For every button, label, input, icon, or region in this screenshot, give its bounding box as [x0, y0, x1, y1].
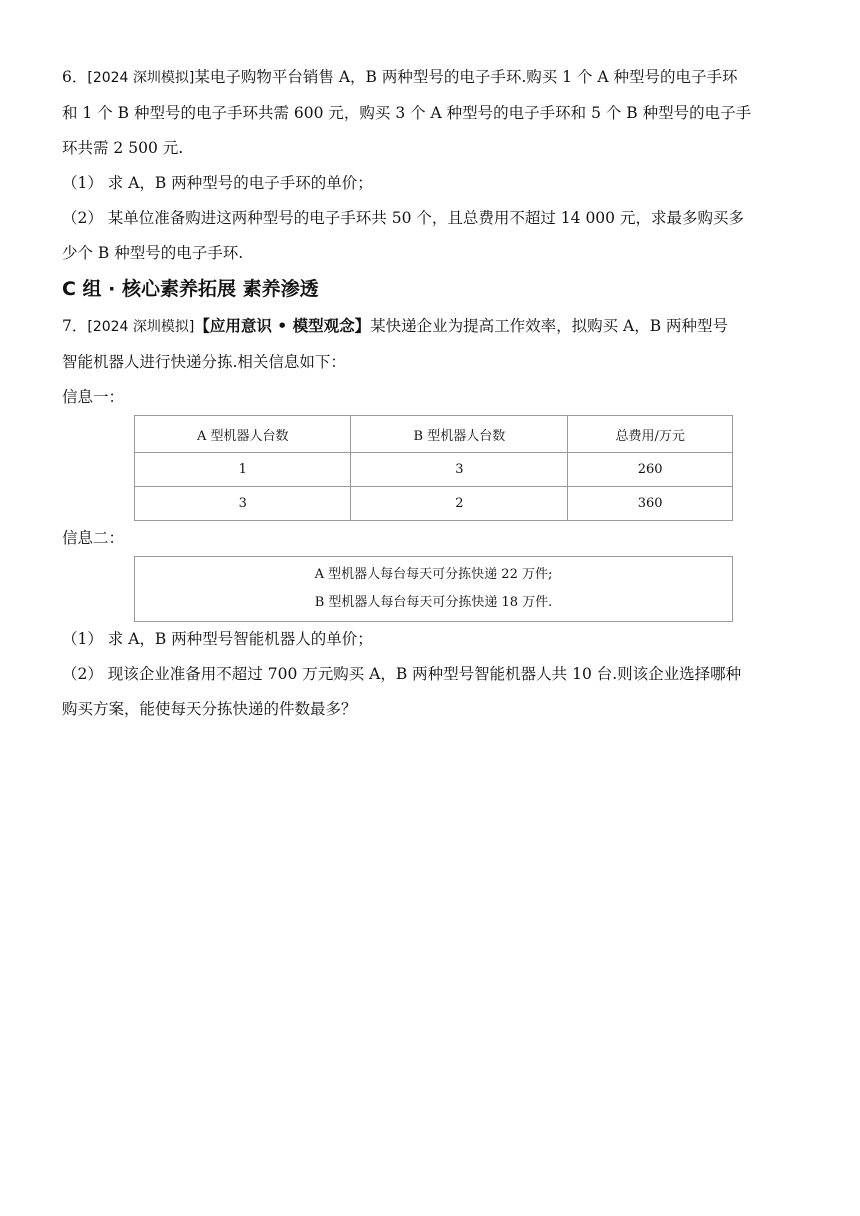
- section-c-heading: C 组 · 核心素养拓展 素养渗透: [62, 278, 319, 300]
- question-7-line-2: 智能机器人进行快递分拣.相关信息如下：: [62, 353, 346, 371]
- question-6-sub-2-line-1: （2） 某单位准备购进这两种型号的电子手环共 50 个，且总费用不超过 14 000 元，求最多购买多: [62, 209, 744, 227]
- table-header-cell: B 型机器人台数: [351, 416, 568, 453]
- table-cell: 2: [351, 487, 568, 521]
- question-6-source: [2024 深圳模拟]: [87, 70, 195, 86]
- question-6-text-1: 某电子购物平台销售 A，B 两种型号的电子手环.购买 1 个 A 种型号的电子手环: [194, 68, 738, 86]
- question-6-number: 6．: [62, 68, 88, 86]
- info-1-label: 信息一：: [62, 388, 125, 406]
- question-6-sub-2-line-2: 少个 B 种型号的电子手环.: [62, 244, 244, 262]
- question-7-sub-2-line-2: 购买方案，能使每天分拣快递的件数最多？: [62, 700, 357, 718]
- question-6-sub-1: （1） 求 A，B 两种型号的电子手环的单价；: [62, 174, 373, 192]
- robot-cost-table: [134, 415, 733, 521]
- info-2-line: A 型机器人每台每天可分拣快递 22 万件;: [314, 567, 553, 582]
- table-row: [135, 487, 733, 521]
- question-7-sub-1: （1） 求 A，B 两种型号智能机器人的单价；: [62, 630, 373, 648]
- question-7-tag: 【应用意识 • 模型观念】: [194, 317, 371, 335]
- question-6-line-3: 环共需 2 500 元.: [62, 139, 184, 157]
- question-6-line-2: 和 1 个 B 种型号的电子手环共需 600 元，购买 3 个 A 种型号的电子手环和 5 个 B 种型号的电子手: [62, 104, 752, 122]
- question-7-number: 7．: [62, 317, 88, 335]
- question-7: [62, 309, 812, 727]
- question-7-source: [2024 深圳模拟]: [87, 319, 195, 335]
- table-cell: 3: [135, 487, 351, 521]
- worksheet-page: [62, 60, 812, 727]
- table-header-cell: 总费用/万元: [568, 416, 733, 453]
- table-row: [135, 453, 733, 487]
- question-7-line-1: [62, 309, 812, 345]
- question-7-text-1: 某快递企业为提高工作效率，拟购买 A，B 两种型号: [370, 317, 729, 335]
- table-header-row: [135, 416, 733, 453]
- question-6-line-1: [62, 60, 812, 96]
- table-header-cell: A 型机器人台数: [135, 416, 351, 453]
- table-cell: 3: [351, 453, 568, 487]
- table-cell: 360: [568, 487, 733, 521]
- info-2-box: [134, 556, 733, 622]
- info-2-label: 信息二：: [62, 529, 125, 547]
- info-2-line: B 型机器人每台每天可分拣快递 18 万件.: [314, 595, 553, 610]
- table-cell: 260: [568, 453, 733, 487]
- question-6: [62, 60, 812, 271]
- question-7-sub-2-line-1: （2） 现该企业准备用不超过 700 万元购买 A，B 两种型号智能机器人共 10 台.则该企业选择哪种: [62, 665, 742, 683]
- table-cell: 1: [135, 453, 351, 487]
